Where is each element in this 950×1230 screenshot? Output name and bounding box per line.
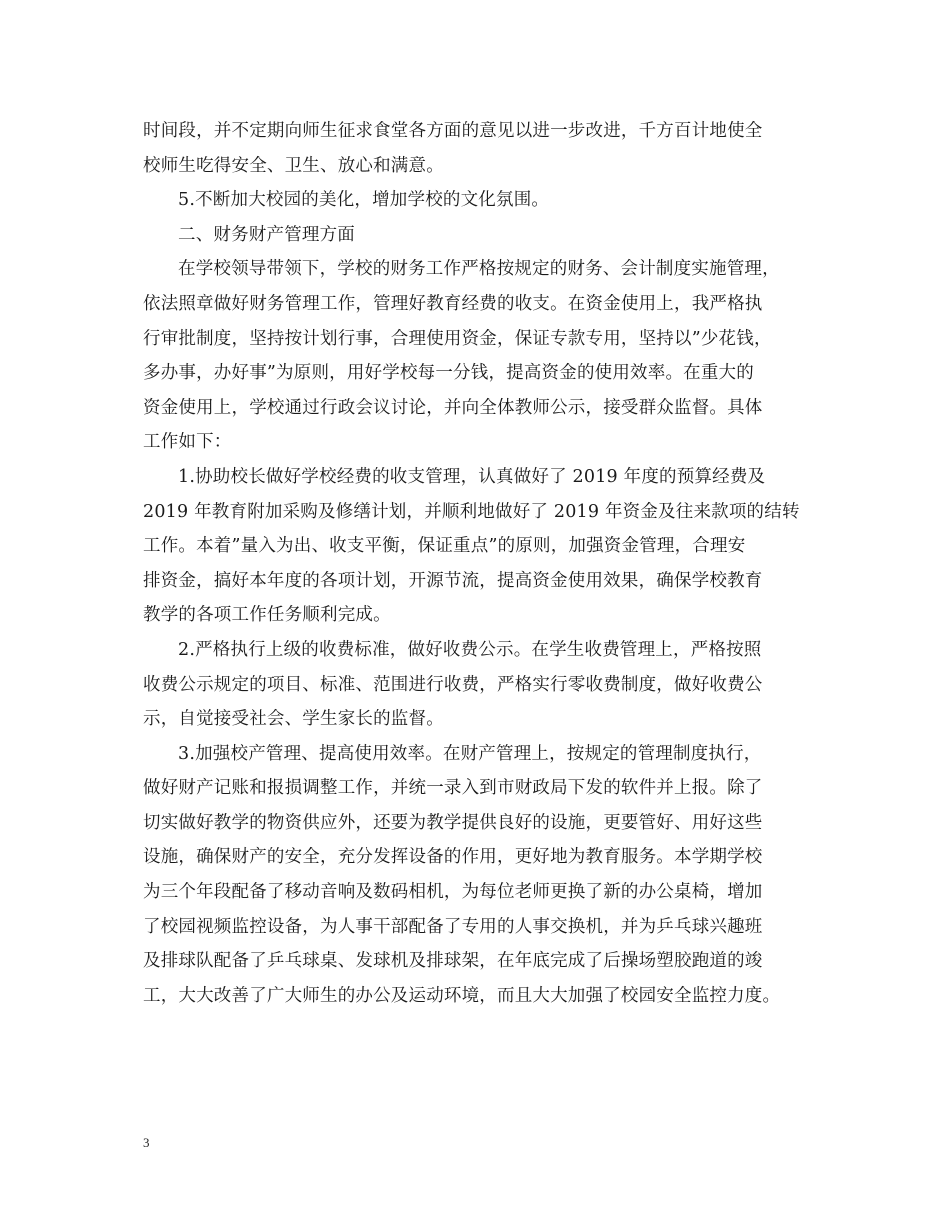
text-line: 校师生吃得安全、卫生、放心和满意。 (143, 155, 444, 176)
text-line: 5.不断加大校园的美化，增加学校的文化氛围。 (178, 190, 550, 211)
text-line: 切实做好教学的物资供应外，还要为教学提供良好的设施，更要管好、用好这些 (143, 812, 763, 833)
text-line: 了校园视频监控设备，为人事干部配备了专用的人事交换机，并为乒乓球兴趣班 (143, 916, 763, 937)
text-line: 设施，确保财产的安全，充分发挥设备的作用，更好地为教育服务。本学期学校 (143, 847, 763, 868)
text-line: 工作如下： (143, 432, 232, 453)
text-line: 工，大大改善了广大师生的办公及运动环境，而且大大加强了校园安全监控力度。 (143, 985, 781, 1006)
text-line: 排资金，搞好本年度的各项计划，开源节流，提高资金使用效果，确保学校教育 (143, 570, 763, 591)
text-line: 资金使用上，学校通过行政会议讨论，并向全体教师公示，接受群众监督。具体 (143, 397, 763, 418)
text-line: 二、财务财产管理方面 (178, 224, 355, 245)
text-line: 行审批制度，坚持按计划行事，合理使用资金，保证专款专用，坚持以”少花钱， (143, 328, 772, 349)
text-line: 及排球队配备了乒乓球桌、发球机及排球架，在年底完成了后操场塑胶跑道的竣 (143, 951, 763, 972)
text-line: 在学校领导带领下，学校的财务工作严格按规定的财务、会计制度实施管理， (178, 259, 780, 280)
page-number: 3 (143, 1135, 150, 1150)
text-line: 收费公示规定的项目、标准、范围进行收费，严格实行零收费制度，做好收费公 (143, 674, 763, 695)
body-text (143, 114, 813, 1013)
text-line: 3.加强校产管理、提高使用效率。在财产管理上，按规定的管理制度执行， (178, 743, 762, 764)
text-line: 示，自觉接受社会、学生家长的监督。 (143, 709, 444, 730)
text-line: 多办事，办好事”为原则，用好学校每一分钱，提高资金的使用效率。在重大的 (143, 363, 754, 384)
text-line: 依法照章做好财务管理工作，管理好教育经费的收支。在资金使用上，我严格执 (143, 293, 763, 314)
text-line: 2.严格执行上级的收费标准，做好收费公示。在学生收费管理上，严格按照 (178, 639, 762, 660)
text-line: 做好财产记账和报损调整工作，并统一录入到市财政局下发的软件并上报。除了 (143, 778, 763, 799)
text-line: 工作。本着”量入为出、收支平衡，保证重点”的原则，加强资金管理，合理安 (143, 536, 746, 557)
text-line: 时间段，并不定期向师生征求食堂各方面的意见以进一步改进，千方百计地使全 (143, 121, 763, 141)
text-line: 2019 年教育附加采购及修缮计划，并顺利地做好了 2019 年资金及往来款项的结转 (143, 501, 800, 522)
text-line: 教学的各项工作任务顺利完成。 (143, 605, 391, 626)
text-line: 为三个年段配备了移动音响及数码相机，为每位老师更换了新的办公桌椅，增加 (143, 882, 763, 903)
text-line: 1.协助校长做好学校经费的收支管理，认真做好了 2019 年度的预算经费及 (178, 466, 766, 487)
